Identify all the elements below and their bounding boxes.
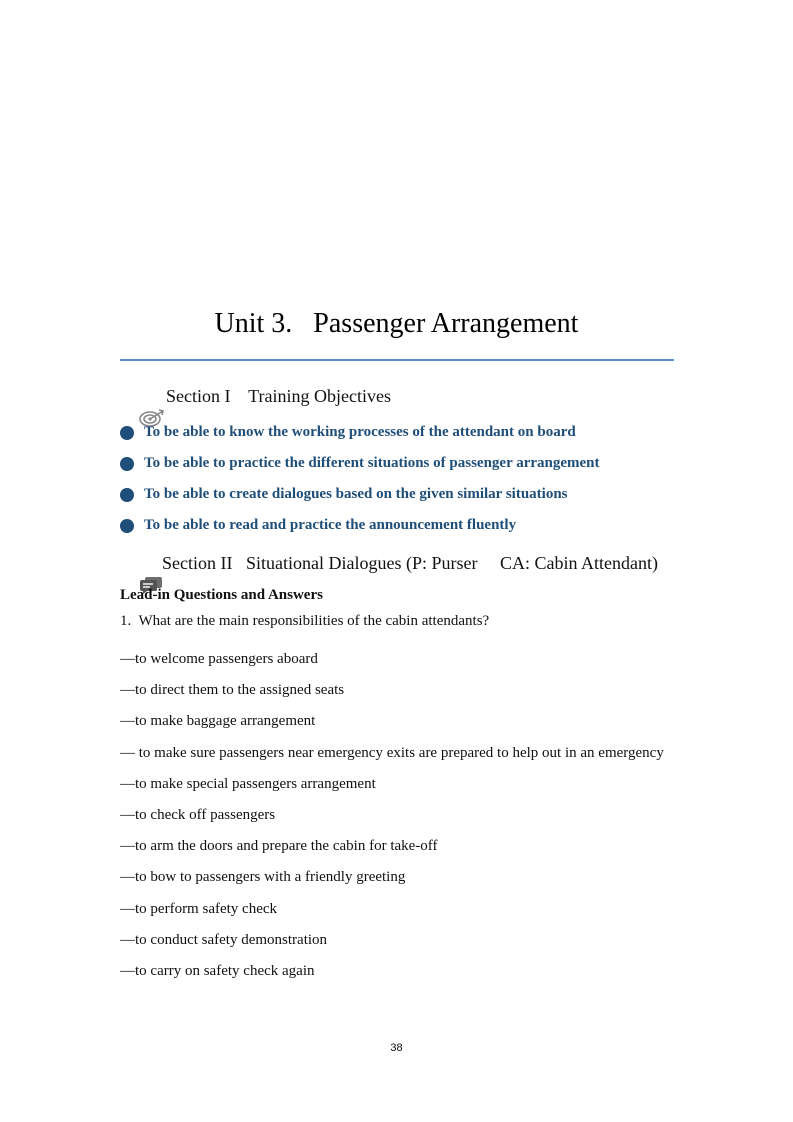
answer-item: —to direct them to the assigned seats <box>120 682 345 699</box>
answer-item: —to bow to passengers with a friendly greeting <box>120 869 406 886</box>
answer-item: — to make sure passengers near emergency exits are prepared to help out in an emergency <box>120 744 664 761</box>
objective-text: To be able to practice the different situations of passenger arrangement <box>144 455 600 471</box>
section-label: Section I Training Objectives <box>166 386 391 406</box>
bullet-icon <box>120 488 134 502</box>
target-icon <box>120 387 148 407</box>
answer-item: —to check off passengers <box>120 807 276 824</box>
objective-item <box>120 455 600 486</box>
bullet-icon <box>120 457 134 471</box>
section-training-objectives <box>120 386 391 407</box>
objective-item <box>120 486 600 517</box>
answer-item: —to welcome passengers aboard <box>120 651 318 667</box>
leadin-heading: Lead-in Questions and Answers <box>120 587 323 603</box>
answer-item: —to make baggage arrangement <box>120 713 316 730</box>
page-title: Unit 3. Passenger Arrangement <box>214 308 579 339</box>
section-situational-dialogues <box>120 553 658 574</box>
question-text: 1. What are the main responsibilities of the cabin attendants? <box>120 613 490 629</box>
answer-item: —to carry on safety check again <box>120 963 315 980</box>
objective-text: To be able to know the working processes of the attendant on board <box>144 424 576 440</box>
bullet-icon <box>120 519 134 533</box>
bullet-icon <box>120 426 134 440</box>
objectives-list <box>120 424 600 548</box>
chat-icon <box>120 554 148 574</box>
answer-item: —to make special passengers arrangement <box>120 775 376 792</box>
objective-item <box>120 424 600 455</box>
objective-text: To be able to create dialogues based on the given similar situations <box>144 486 568 502</box>
title-divider <box>120 359 674 361</box>
answers-list <box>120 644 675 987</box>
answer-item: —to conduct safety demonstration <box>120 931 328 948</box>
objective-text: To be able to read and practice the announcement fluently <box>144 517 517 533</box>
answer-item: —to arm the doors and prepare the cabin for take-off <box>120 838 438 855</box>
objective-item <box>120 517 600 548</box>
answer-item: —to perform safety check <box>120 900 278 917</box>
page-number: 38 <box>390 1042 403 1054</box>
section-label: Section II Situational Dialogues (P: Purser CA: Cabin Attendant) <box>162 553 658 573</box>
